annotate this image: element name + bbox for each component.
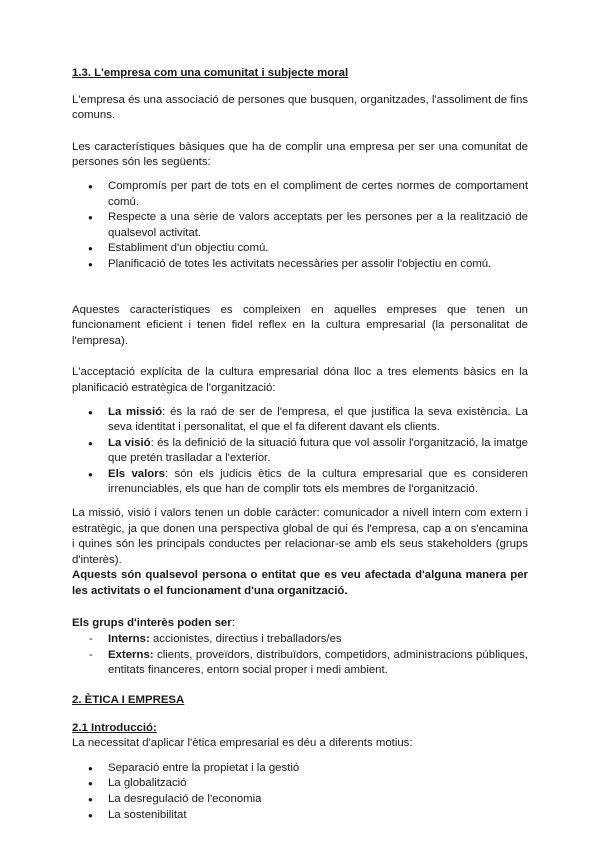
list-item: ● Planificació de totes les activitats necessàries per assolir l'objectiu en comú. (72, 257, 528, 273)
list-item: ● Separació entre la propietat i la gestió (72, 761, 528, 777)
term-vision: La visió (108, 436, 151, 449)
list-item (72, 405, 528, 436)
group-description: accionistes, directius i treballadors/es (149, 633, 342, 646)
group-term-internal: Interns: (108, 633, 150, 646)
group-term-external: Externs: (108, 648, 154, 661)
list-item (72, 467, 528, 498)
reasons-list (72, 761, 528, 823)
term-description: : és la raó de ser de l'empresa, el que justifica la seva existència. La seva identitat i personalitat, el que el fa diferent davant els clients. (108, 405, 528, 434)
paragraph-characteristics-intro: Les característiques bàsiques que ha de complir una empresa per ser una comunitat de persones són les següents: (72, 140, 528, 169)
paragraph-characteristics-fulfilled: Aquestes característiques es compleixen en aquelles empreses que tenen un funcionament eficient i tenen fidel reflex en la cultura empresarial (la personalitat de l'empresa). (72, 303, 528, 347)
paragraph-mission-vision-values: La missió, visió i valors tenen un doble caràcter: comunicador a nivell intern com extern i estratègic, ja que donen una perspectiva global de qui és l'empresa, cap a on s'encamina i quines són les principals conductes per relacionar-se amb els seus stakeholders (grups d'interès). (72, 507, 528, 566)
list-item (72, 632, 528, 648)
paragraph-culture-acceptance: L'acceptació explícita de la cultura empresarial dóna lloc a tres elements bàsics en la planificació estratègica de l'organització: (72, 366, 528, 394)
paragraph-company-definition: L'empresa és una associació de persones que busquen, organitzades, l'assoliment de fins comuns. (72, 93, 528, 122)
characteristics-list (72, 179, 528, 273)
paragraph-reasons-intro: La necessitat d'aplicar l'ètica empresarial es déu a diferents motius: (72, 737, 413, 750)
list-item: ● Establiment d'un objectiu comú. (72, 241, 528, 257)
list-item: ● La sostenibilitat (72, 808, 528, 824)
term-values: Els valors (108, 467, 166, 480)
section-1-3-title: 1.3. L'empresa com una comunitat i subjecte moral (72, 67, 349, 79)
list-item: ● La globalització (72, 776, 528, 792)
list-item: ● Compromís per part de tots en el compliment de certes normes de comportament comú. (72, 179, 528, 210)
paragraph-stakeholders-definition: Aquests són qualsevol persona o entitat que es veu afectada d'alguna manera per les activitats o el funcionament d'una organització. (72, 569, 528, 598)
list-item: ● Respecte a una sèrie de valors acceptats per les persones per a la realització de qualsevol activitat. (72, 210, 528, 241)
term-description: : és la definició de la situació futura que vol assolir l'organització, la imatge que pretén traslladar a l'exterior. (108, 436, 528, 465)
groups-intro-colon: : (231, 616, 235, 629)
term-description: : són els judicis ètics de la cultura empresarial que es consideren irrenunciables, els que han de complir tots els membres de l'organització. (108, 467, 528, 496)
groups-intro (72, 616, 528, 632)
group-description: clients, proveïdors, distribuïdors, competidors, administracions públiques, entitats financeres, entorn social proper i medi ambient. (108, 648, 528, 677)
list-item (72, 648, 528, 679)
document-page (72, 66, 528, 823)
section-2-1-title: 2.1 Introducció: (72, 721, 157, 734)
stakeholder-groups-list (72, 632, 528, 679)
section-2-title: 2. ÈTICA I EMPRESA (72, 694, 185, 706)
groups-intro-text: Els grups d'interès poden ser (72, 616, 232, 629)
list-item (72, 436, 528, 467)
list-item: ● La desregulació de l'economia (72, 792, 528, 808)
elements-list (72, 405, 528, 499)
term-mission: La missió (108, 405, 163, 418)
